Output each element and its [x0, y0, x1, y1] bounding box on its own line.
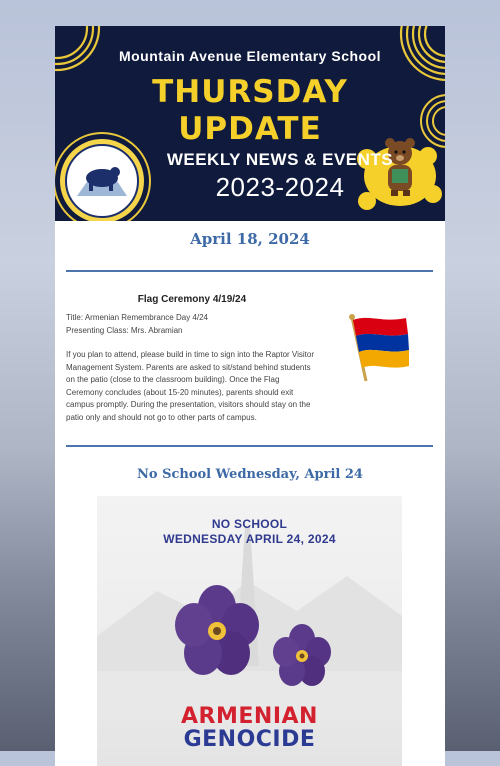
banner-title-line1: THURSDAY	[152, 74, 348, 110]
poster-date: WEDNESDAY APRIL 24, 2024	[163, 532, 336, 546]
armenian-flag-icon	[348, 311, 410, 383]
divider	[66, 270, 433, 272]
school-name: Mountain Avenue Elementary School	[118, 48, 382, 64]
newsletter-date: April 18, 2024	[190, 230, 310, 248]
poster-word-armenian: ARMENIAN	[181, 704, 318, 729]
divider	[66, 445, 433, 447]
flag-ceremony-title: Flag Ceremony 4/19/24	[137, 294, 247, 305]
banner-title-line2: UPDATE	[178, 111, 322, 147]
no-school-title: No School Wednesday, April 24	[137, 467, 363, 482]
newsletter-card	[55, 26, 445, 766]
poster-no-school: NO SCHOOL	[211, 517, 288, 531]
header-banner	[55, 26, 445, 221]
banner-subtitle: WEEKLY NEWS & EVENTS	[166, 150, 394, 169]
banner-year: 2023-2024	[215, 172, 345, 202]
flag-ceremony-line: Title: Armenian Remembrance Day 4/24	[66, 313, 208, 322]
flag-ceremony-body: If you plan to attend, please build in time to sign into the Raptor Visitor Management System. Parents are asked to sit/stand behind students on the patio (close to the classroom building). Once the Flag Ceremony concludes (about 15-20 minutes), parents should exit campus promptly. During the presentation, visitors should stay on the patio only and should not go to other parts of campus.	[66, 350, 314, 422]
no-school-poster	[97, 496, 402, 766]
poster-word-genocide: GENOCIDE	[183, 727, 316, 752]
flag-ceremony-line: Presenting Class: Mrs. Abramian	[66, 326, 183, 335]
